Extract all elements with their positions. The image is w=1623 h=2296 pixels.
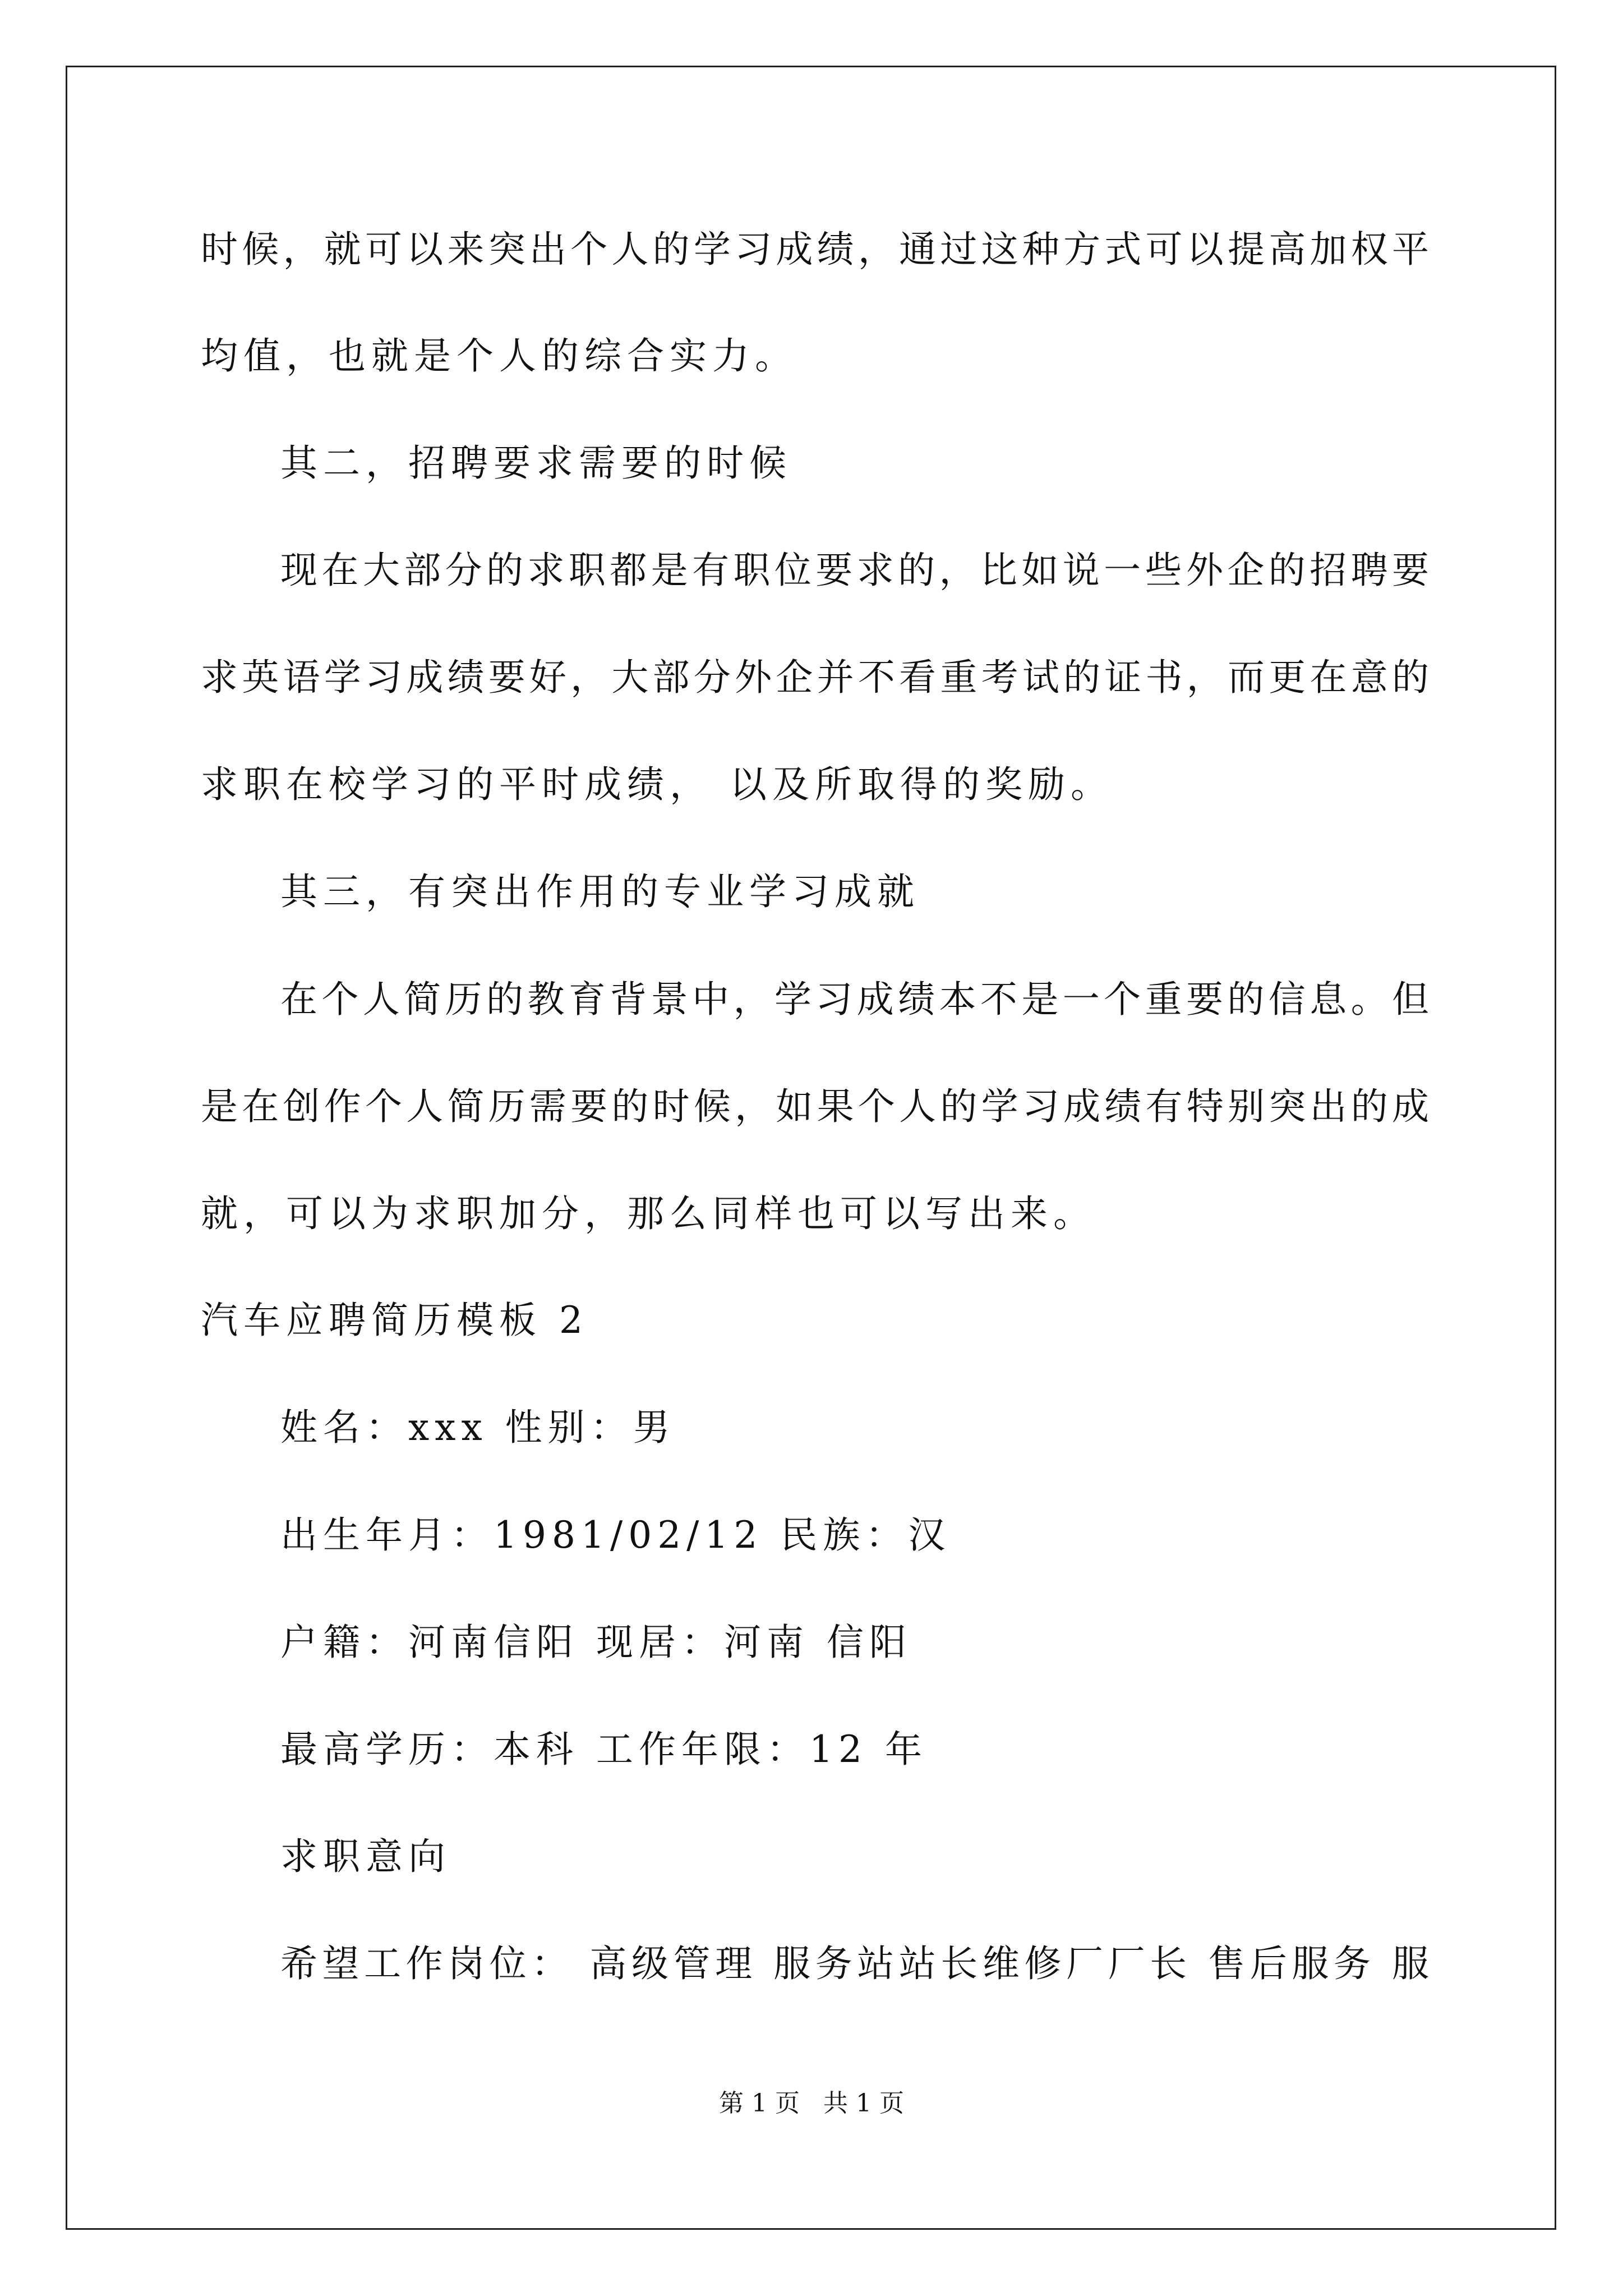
section-heading: 其二，招聘要求需要的时候	[280, 441, 792, 485]
paragraph-line: 就，可以为求职加分，那么同样也可以写出来。	[201, 1192, 1096, 1235]
resume-section-heading: 求职意向	[280, 1835, 451, 1878]
paragraph-line: 时候，就可以来突出个人的学习成绩，通过这种方式可以提高加权平	[201, 228, 1429, 271]
resume-line-residence: 户籍：河南信阳 现居：河南 信阳	[280, 1621, 912, 1664]
paragraph-line: 求英语学习成绩要好，大部分外企并不看重考试的证书，而更在意的	[201, 656, 1429, 699]
resume-line-desired-position: 希望工作岗位： 高级管理 服务站站长维修厂厂长 售后服务 服	[280, 1942, 1429, 1985]
paragraph-line: 均值，也就是个人的综合实力。	[201, 334, 797, 378]
section-heading: 其三，有突出作用的专业学习成就	[280, 870, 920, 913]
resume-line-birth-ethnicity: 出生年月：1981/02/12 民族：汉	[280, 1513, 951, 1557]
paragraph-line: 是在创作个人简历需要的时候，如果个人的学习成绩有特别突出的成	[201, 1085, 1429, 1128]
page-footer: 第 1 页 共 1 页	[719, 2089, 904, 2118]
page-border	[66, 66, 1556, 2230]
resume-line-education: 最高学历：本科 工作年限：12 年	[280, 1728, 928, 1771]
document-title: 汽车应聘简历模板 2	[201, 1299, 588, 1342]
paragraph-line: 在个人简历的教育背景中，学习成绩本不是一个重要的信息。但	[280, 978, 1429, 1021]
paragraph-line: 求职在校学习的平时成绩， 以及所取得的奖励。	[201, 763, 1113, 806]
paragraph-line: 现在大部分的求职都是有职位要求的，比如说一些外企的招聘要	[280, 549, 1429, 592]
resume-line-name-gender: 姓名：xxx 性别：男	[280, 1406, 676, 1449]
